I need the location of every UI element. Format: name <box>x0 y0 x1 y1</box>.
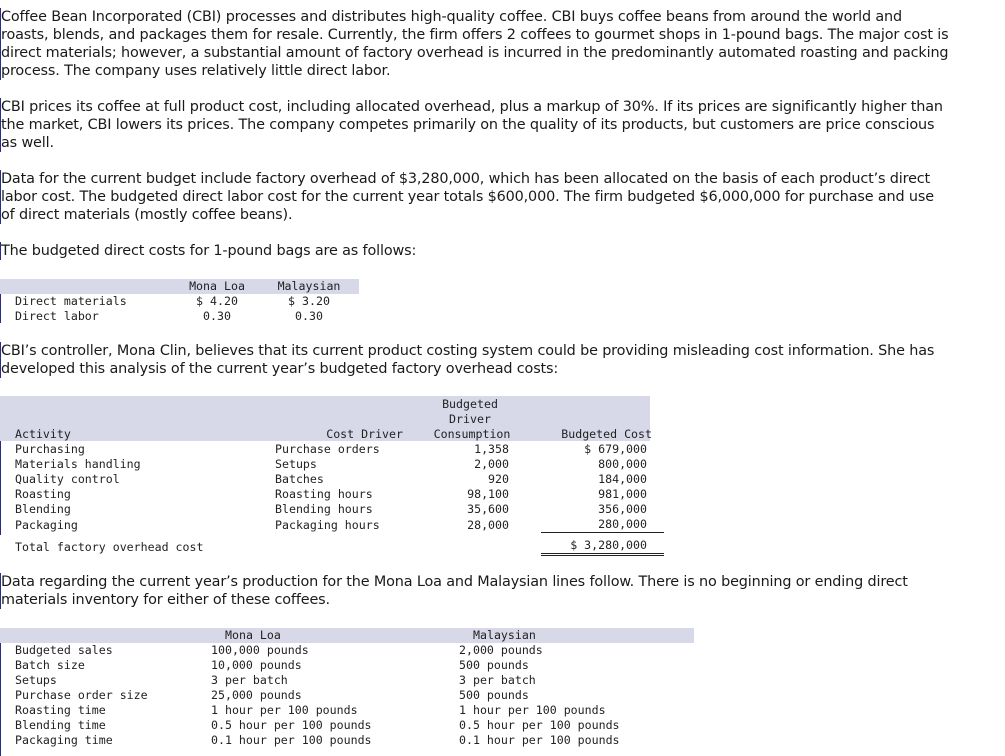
column-header: Malaysian <box>277 279 341 293</box>
table-row <box>0 643 694 658</box>
table-row <box>0 658 694 673</box>
table-row <box>0 442 664 457</box>
row-label: Direct labor <box>15 309 99 323</box>
budget-paragraph: Data for the current budget include factory overhead of $3,280,000, which has been allocated on the basis of each product’s direct labor cost. The budgeted direct labor cost for the current year totals $600,000. The firm budgeted $6,000,000 for purchase and use of direct materials (mostly coffee beans). <box>0 170 951 224</box>
activity-cell: Purchasing <box>15 442 85 456</box>
column-header: Activity <box>15 427 71 441</box>
driver-cell: Roasting hours <box>275 487 373 501</box>
consumption-header-line2: Driver <box>449 412 491 426</box>
cell-value: 10,000 pounds <box>211 658 302 672</box>
cell-value: 1 hour per 100 pounds <box>459 703 606 717</box>
cell-value: 0.30 <box>203 309 231 323</box>
cost-cell: 280,000 <box>541 517 664 533</box>
cell-value: 2,000 pounds <box>459 643 543 657</box>
table-row <box>0 517 664 533</box>
row-label: Packaging time <box>15 733 113 747</box>
column-header: Budgeted Cost <box>561 427 652 441</box>
table-row <box>0 502 664 517</box>
consumption-header-line1: Budgeted <box>442 397 498 411</box>
intro-paragraph: Coffee Bean Incorporated (CBI) processes and distributes high-quality coffee. CBI buys coffee beans from around the world and roasts, blends, and packages them for resale. Currently, the firm offers 2 coffees to gourmet shops in 1-pound bags. The major cost is direct materials; however, a substantial amount of factory overhead is incurred in the predominantly automated roasting and packing process. The company uses relatively little direct labor. <box>0 8 951 80</box>
column-header: Malaysian <box>473 628 536 642</box>
consumption-cell: 2,000 <box>474 457 509 471</box>
consumption-cell: 920 <box>488 472 509 486</box>
production-table <box>0 628 694 748</box>
cost-cell: 184,000 <box>598 472 647 486</box>
row-label: Blending time <box>15 718 106 732</box>
cell-value: 25,000 pounds <box>211 688 302 702</box>
consumption-cell: 98,100 <box>467 487 509 501</box>
driver-cell: Packaging hours <box>275 517 380 532</box>
row-label: Batch size <box>15 658 85 672</box>
cost-cell: $ 679,000 <box>584 442 647 456</box>
controller-paragraph: CBI’s controller, Mona Clin, believes that its current product costing system could be providing misleading cost information. She has developed this analysis of the current year’s budgeted factory overhead costs: <box>0 342 951 378</box>
activity-cell: Materials handling <box>15 457 141 471</box>
cell-value: 0.5 hour per 100 pounds <box>459 718 620 732</box>
direct-costs-table <box>0 279 359 324</box>
row-label: Roasting time <box>15 703 106 717</box>
activity-cell: Roasting <box>15 487 71 501</box>
consumption-cell: 28,000 <box>467 517 509 532</box>
cell-value: 100,000 pounds <box>211 643 309 657</box>
cost-cell: 356,000 <box>598 502 647 516</box>
cost-cell: 981,000 <box>598 487 647 501</box>
cell-value: $ 3.20 <box>288 294 330 308</box>
cell-value: 0.1 hour per 100 pounds <box>211 733 372 747</box>
direct-costs-intro: The budgeted direct costs for 1-pound bags are as follows: <box>0 242 951 260</box>
cell-value: 0.5 hour per 100 pounds <box>211 718 372 732</box>
cell-value: $ 4.20 <box>196 294 238 308</box>
total-row <box>0 533 664 555</box>
cell-value: 1 hour per 100 pounds <box>211 703 358 717</box>
table-row <box>0 688 694 703</box>
overhead-table <box>0 427 664 556</box>
pricing-paragraph: CBI prices its coffee at full product cost, including allocated overhead, plus a markup of 30%. If its prices are significantly higher than the market, CBI lowers its prices. The company competes primarily on the quality of its products, but customers are price conscious as well. <box>0 98 951 152</box>
cell-value: 500 pounds <box>459 688 529 702</box>
column-header: Mona Loa <box>225 628 281 642</box>
table-row <box>0 457 664 472</box>
table-row <box>0 472 664 487</box>
table-row <box>0 487 664 502</box>
driver-cell: Blending hours <box>275 502 373 516</box>
cell-value: 500 pounds <box>459 658 529 672</box>
row-label: Budgeted sales <box>15 643 113 657</box>
cell-value: 3 per batch <box>459 673 536 687</box>
consumption-cell: 35,600 <box>467 502 509 516</box>
activity-cell: Blending <box>15 502 71 516</box>
table-row <box>0 703 694 718</box>
total-value: $ 3,280,000 <box>541 533 664 555</box>
row-label: Purchase order size <box>15 688 148 702</box>
table-row <box>0 718 694 733</box>
column-header: Mona Loa <box>189 279 245 293</box>
table-header-row <box>0 628 694 643</box>
column-header: Cost Driver <box>326 427 403 441</box>
row-label: Setups <box>15 673 57 687</box>
activity-cell: Packaging <box>15 517 78 532</box>
column-header: Consumption <box>433 427 511 441</box>
driver-cell: Batches <box>275 472 324 486</box>
cell-value: 3 per batch <box>211 673 288 687</box>
table-row <box>0 309 359 324</box>
total-label: Total factory overhead cost <box>15 539 204 554</box>
table-header-row <box>0 427 664 442</box>
table-row <box>0 294 359 309</box>
consumption-cell: 1,358 <box>474 442 509 456</box>
cost-cell: 800,000 <box>598 457 647 471</box>
activity-cell: Quality control <box>15 472 120 486</box>
row-label: Direct materials <box>15 294 127 308</box>
driver-cell: Setups <box>275 457 317 471</box>
table-row <box>0 673 694 688</box>
table-row <box>0 733 694 748</box>
table-header-row <box>0 279 359 294</box>
cell-value: 0.30 <box>295 309 323 323</box>
cell-value: 0.1 hour per 100 pounds <box>459 733 620 747</box>
driver-cell: Purchase orders <box>275 442 380 456</box>
production-paragraph: Data regarding the current year’s production for the Mona Loa and Malaysian lines follow. There is no beginning or ending direct materials inventory for either of these coffees. <box>0 573 951 609</box>
